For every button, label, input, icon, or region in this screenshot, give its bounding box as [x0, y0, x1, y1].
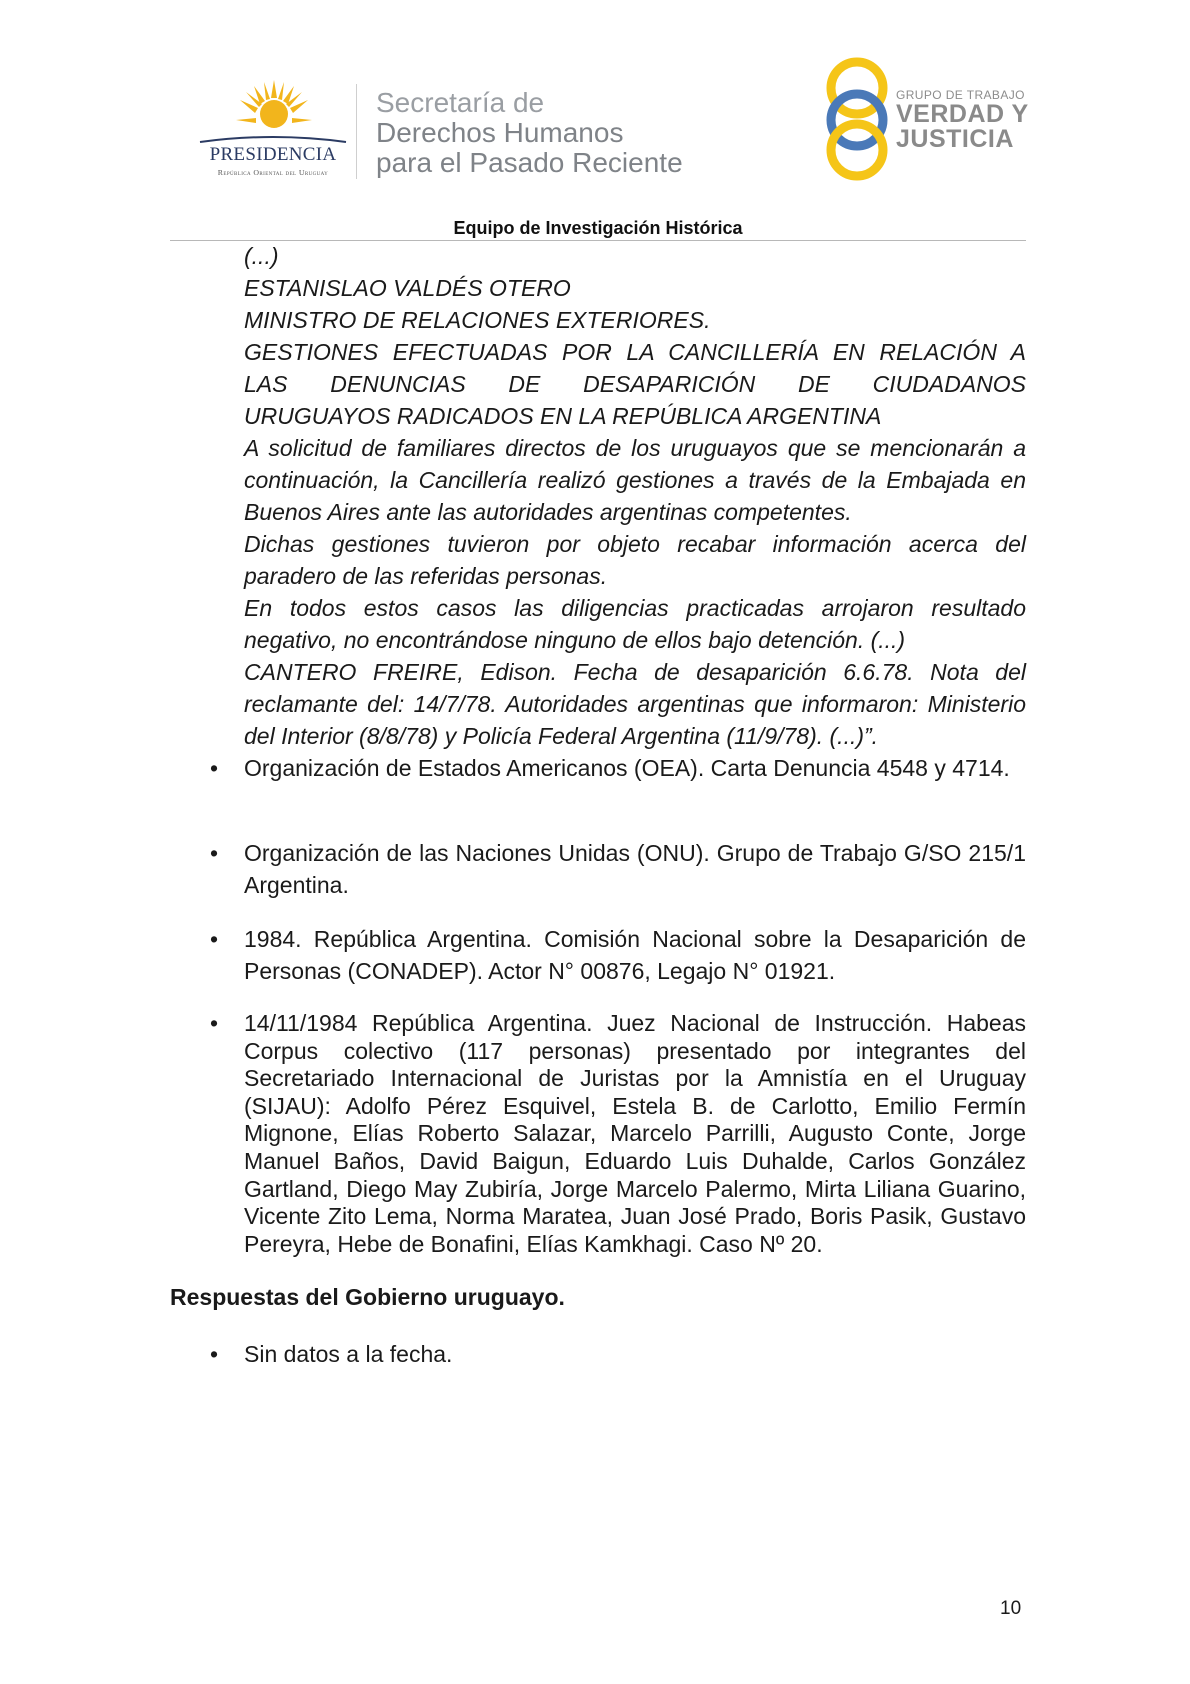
horizon-line-icon — [198, 134, 348, 144]
quote-ellipsis: (...) — [244, 243, 279, 269]
list-item — [210, 1010, 1026, 1258]
quote-name: ESTANISLAO VALDÉS OTERO — [244, 275, 571, 301]
header-divider — [356, 84, 357, 179]
quote-subject-line-2: LAS DENUNCIAS DE DESAPARICIÓN DE CIUDADANOS — [244, 371, 1026, 397]
secretaria-line-2: Derechos Humanos — [376, 117, 624, 148]
list-item-text: Organización de las Naciones Unidas (ONU). Grupo de Trabajo G/SO 215/1 Argentina. — [244, 840, 1026, 898]
page-header — [0, 0, 1190, 210]
rings-icon — [822, 56, 892, 182]
list-item-text: 14/11/1984 República Argentina. Juez Nacional de Instrucción. Habeas Corpus colectivo (117 personas) presentado por integrantes del Secretariado Internacional de Juristas por la Amnistía en el Uruguay (SIJAU): Adolfo Pérez Esquivel, Estela B. de Carlotto, Emilio Fermín Mignone, Elías Roberto Salazar, Marcelo Parrilli, Augusto Conte, Jorge Manuel Baños, David Baigun, Eduardo Luis Duhalde, Carlos González Gartland, Diego May Zubiría, Jorge Marcelo Palermo, Mirta Liliana Guarino, Vicente Zito Lema, Norma Maratea, Juan José Prado, Boris Pasik, Gustavo Pereyra, Hebe de Bonafini, Elías Kamkhagi. Caso Nº 20. — [244, 1010, 1026, 1257]
bullet-icon: • — [210, 1341, 219, 1367]
list-item — [210, 923, 1026, 987]
list-item — [210, 752, 1026, 784]
bullet-icon: • — [210, 840, 219, 866]
quote-paragraph-3: En todos estos casos las diligencias practicadas arrojaron resultado negativo, no encontrándose ninguno de ellos bajo detención. (...) — [244, 595, 1026, 653]
bullet-icon: • — [210, 1010, 219, 1036]
secretaria-line-1: Secretaría de — [376, 87, 545, 118]
list-item — [210, 1338, 1026, 1370]
presidencia-title: PRESIDENCIA — [209, 144, 337, 165]
quoted-document — [244, 240, 1026, 752]
presidencia-subtitle: República Oriental del Uruguay — [217, 168, 329, 177]
verdad-justicia-logo — [822, 56, 1032, 182]
page-number: 10 — [1000, 1598, 1022, 1619]
list-item-text: Sin datos a la fecha. — [244, 1341, 453, 1367]
gt-small-label: GRUPO DE TRABAJO — [896, 88, 1025, 102]
secretaria-line-3: para el Pasado Reciente — [376, 147, 683, 178]
verdad-justicia-text — [896, 88, 1029, 152]
quote-subject-line-1: GESTIONES EFECTUADAS POR LA CANCILLERÍA EN RELACIÓN A — [244, 339, 1026, 365]
sun-icon — [234, 78, 314, 142]
presidencia-logo — [198, 78, 348, 178]
quote-paragraph-1: A solicitud de familiares directos de los uruguayos que se mencionarán a continuación, la Cancillería realizó gestiones a través de la Embajada en Buenos Aires ante las autoridades argentinas competentes. — [244, 435, 1026, 525]
team-heading: Equipo de Investigación Histórica — [453, 218, 743, 238]
responses-heading: Respuestas del Gobierno uruguayo. — [170, 1284, 565, 1310]
list-item — [210, 837, 1026, 901]
list-item-text: Organización de Estados Americanos (OEA). Carta Denuncia 4548 y 4714. — [244, 755, 1010, 781]
list-item-text: 1984. República Argentina. Comisión Nacional sobre la Desaparición de Personas (CONADEP). Actor N° 00876, Legajo N° 01921. — [244, 926, 1026, 984]
gt-line-2: JUSTICIA — [896, 125, 1014, 153]
bullet-icon: • — [210, 926, 219, 952]
quote-role: MINISTRO DE RELACIONES EXTERIORES. — [244, 307, 711, 333]
secretaria-title — [376, 88, 683, 178]
bullet-icon: • — [210, 755, 219, 781]
quote-paragraph-2: Dichas gestiones tuvieron por objeto recabar información acerca del paradero de las referidas personas. — [244, 531, 1026, 589]
quote-subject-line-3: URUGUAYOS RADICADOS EN LA REPÚBLICA ARGENTINA — [244, 403, 882, 429]
gt-line-1: VERDAD Y — [896, 100, 1029, 128]
quote-paragraph-4: CANTERO FREIRE, Edison. Fecha de desaparición 6.6.78. Nota del reclamante del: 14/7/78. Autoridades argentinas que informaron: Ministerio del Interior (8/8/78) y Policía Federal Argentina (11/9/78). (...)”. — [244, 659, 1026, 749]
